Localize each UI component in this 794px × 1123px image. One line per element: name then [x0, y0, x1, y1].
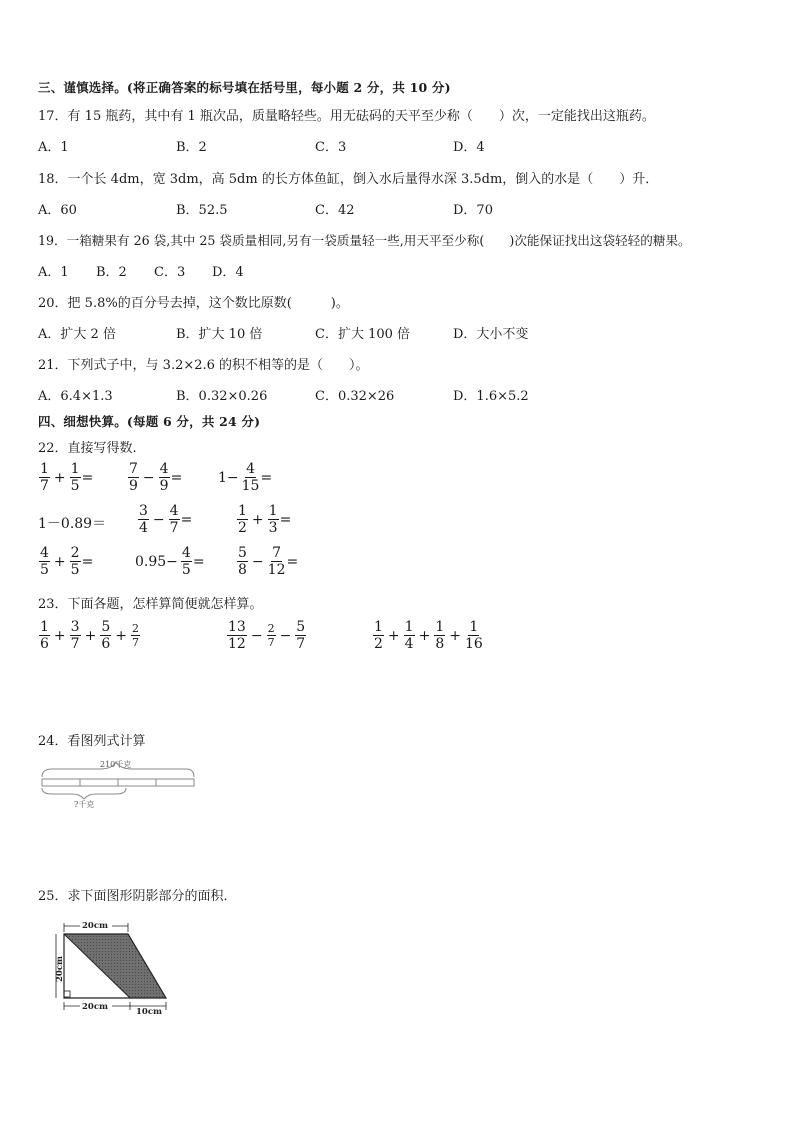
fraction: $\frac{1}{4}$	[404, 619, 414, 652]
q24-bar-diagram	[38, 755, 198, 811]
fraction: $\frac{2}{7}$	[267, 622, 275, 649]
question-22-stem: 22．直接写得数.	[38, 441, 137, 456]
fraction: $\frac{1}{3}$	[268, 503, 278, 536]
fraction: $\frac{4}{7}$	[169, 503, 179, 536]
q17-option-c: C．3	[315, 140, 347, 155]
fraction: $\frac{7}{9}$	[129, 461, 138, 494]
q21-option-c: C．0.32×26	[315, 389, 395, 404]
q19-option-d: D．4	[212, 265, 244, 280]
question-25-stem: 25．求下面图形阴影部分的面积．	[38, 889, 237, 904]
fraction: $\frac{5}{6}$	[101, 619, 111, 652]
q24-bottom-brace	[42, 788, 126, 799]
q22-expr-r2c1: 1－0.89＝	[38, 516, 107, 532]
q25-trapezoid-figure	[42, 918, 182, 1018]
q22-expr-r1c2: $\frac{7}{9}$ − $\frac{4}{9}$ =	[129, 461, 183, 494]
fraction: $\frac{13}{12}$	[228, 619, 246, 652]
q22-expr-r3c2: 0.95− $\frac{4}{5}$ =	[135, 545, 205, 578]
q25-right-angle-mark	[64, 991, 70, 997]
q22-expr-r1c1: $\frac{1}{7}$ + $\frac{1}{5}$ =	[40, 461, 94, 494]
question-18-stem: 18．一个长 4dm，宽 3dm，高 5dm 的长方体鱼缸，倒入水后量得水深 3.5dm，倒入的水是（ ）升．	[38, 172, 659, 187]
fraction: $\frac{1}{2}$	[238, 503, 247, 536]
q25-label-top: 20cm	[82, 921, 108, 931]
fraction: $\frac{2}{7}$	[131, 622, 139, 649]
fraction: $\frac{4}{5}$	[181, 545, 191, 578]
fraction: $\frac{7}{12}$	[267, 545, 286, 578]
q25-label-left: 20cm	[55, 956, 65, 982]
fraction: $\frac{2}{5}$	[70, 545, 80, 578]
q21-option-d: D．1.6×5.2	[453, 389, 529, 404]
q20-option-a: A．扩大 2 倍	[38, 327, 116, 342]
q18-option-c: C．42	[315, 203, 355, 218]
q17-option-b: B．2	[176, 140, 207, 155]
q25-label-right: 10cm	[136, 1007, 162, 1017]
q19-option-a: A．1	[38, 265, 69, 280]
question-19-stem: 19．一箱糖果有 26 袋,其中 25 袋质量相同,另有一袋质量轻一些,用天平至少称( )次能保证找出这袋轻轻的糖果。	[38, 233, 691, 248]
q23-expression-3: $\frac{1}{2}$ + $\frac{1}{4}$ + $\frac{1}{8}$ + $\frac{1}{16}$	[374, 619, 483, 652]
q20-option-d: D．大小不变	[453, 327, 529, 342]
question-23-stem: 23．下面各题，怎样算简便就怎样算。	[38, 597, 263, 612]
fraction: $\frac{4}{15}$	[241, 461, 260, 494]
fraction: $\frac{4}{9}$	[159, 461, 169, 494]
fraction: $\frac{1}{6}$	[40, 619, 49, 652]
section-3-heading: 三、谨慎选择。(将正确答案的标号填在括号里，每小题 2 分，共 10 分)	[38, 80, 451, 95]
q17-option-a: A．1	[38, 140, 69, 155]
fraction: $\frac{3}{4}$	[139, 503, 148, 536]
q25-shaded-region	[64, 934, 166, 998]
question-21-stem: 21．下列式子中，与 3.2×2.6 的积不相等的是（ ）。	[38, 358, 369, 373]
section-4-heading: 四、细想快算。(每题 6 分，共 24 分)	[38, 414, 261, 429]
q21-option-a: A．6.4×1.3	[38, 389, 113, 404]
q23-expression-2: $\frac{13}{12}$ − $\frac{2}{7}$ − $\frac{5}{7}$	[228, 619, 306, 652]
q23-expression-1: $\frac{1}{6}$ + $\frac{3}{7}$ + $\frac{5}{6}$ + $\frac{2}{7}$	[40, 619, 139, 652]
fraction: $\frac{1}{16}$	[464, 619, 483, 652]
q18-option-a: A．60	[38, 203, 77, 218]
q18-option-b: B．52.5	[176, 203, 228, 218]
q22-expr-r2c2: $\frac{3}{4}$ − $\frac{4}{7}$ =	[139, 503, 193, 536]
fraction: $\frac{5}{8}$	[238, 545, 247, 578]
q22-expr-r2c3: $\frac{1}{2}$ + $\frac{1}{3}$ =	[238, 503, 292, 536]
q19-option-c: C．3	[154, 265, 186, 280]
question-24-stem: 24．看图列式计算	[38, 734, 146, 749]
fraction: $\frac{3}{7}$	[70, 619, 80, 652]
q22-expr-r1c3: 1− $\frac{4}{15}$ =	[218, 461, 273, 494]
q20-option-b: B．扩大 10 倍	[176, 327, 263, 342]
q24-top-label: 210千克	[100, 760, 132, 769]
q17-option-d: D．4	[453, 140, 485, 155]
fraction: $\frac{1}{7}$	[40, 461, 49, 494]
fraction: $\frac{4}{5}$	[40, 545, 49, 578]
q18-option-d: D．70	[453, 203, 493, 218]
fraction: $\frac{5}{7}$	[296, 619, 306, 652]
fraction: $\frac{1}{5}$	[70, 461, 80, 494]
q24-bottom-label: ?千克	[74, 800, 95, 809]
fraction: $\frac{1}{2}$	[374, 619, 383, 652]
q20-option-c: C．扩大 100 倍	[315, 327, 411, 342]
question-17-stem: 17．有 15 瓶药，其中有 1 瓶次品，质量略轻些。用无砝码的天平至少称（ ）次，一定能找出这瓶药。	[38, 109, 655, 124]
q19-option-b: B．2	[96, 265, 127, 280]
question-20-stem: 20．把 5.8%的百分号去掉，这个数比原数( )。	[38, 296, 349, 311]
q25-label-bottom: 20cm	[82, 1002, 108, 1012]
q22-expr-r3c3: $\frac{5}{8}$ − $\frac{7}{12}$ =	[238, 545, 299, 578]
fraction: $\frac{1}{8}$	[435, 619, 445, 652]
q22-expr-r3c1: $\frac{4}{5}$ + $\frac{2}{5}$ =	[40, 545, 94, 578]
q21-option-b: B．0.32×0.26	[176, 389, 268, 404]
